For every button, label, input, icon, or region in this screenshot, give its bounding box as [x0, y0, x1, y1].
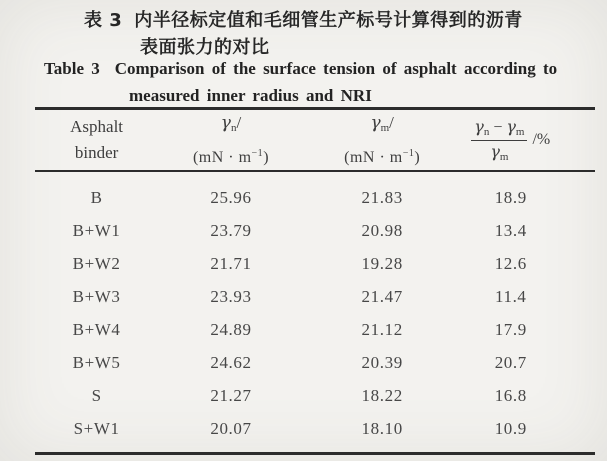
unit-exponent: −1: [402, 147, 415, 159]
diff-percent-cell: 10.9: [494, 418, 527, 438]
col-header-gamma-m: [304, 113, 461, 167]
table-row: [35, 313, 595, 346]
col-header-relative-difference: [461, 113, 595, 167]
gamma-n-cell: 23.79: [210, 220, 252, 240]
diff-percent-cell: 11.4: [495, 286, 527, 306]
percent-suffix: /%: [532, 131, 551, 148]
col-header-gamma-n: [158, 113, 304, 167]
gamma-n-cell: 25.96: [210, 187, 252, 207]
table-row: [35, 181, 595, 214]
slash: /: [236, 112, 242, 132]
slash: /: [389, 112, 394, 132]
gamma-m-cell: 18.10: [361, 418, 403, 438]
unit-close: ): [263, 148, 270, 166]
gamma-symbol: γ: [370, 112, 381, 133]
gamma-n-cell: 24.89: [210, 319, 252, 339]
binder-cell: B: [90, 187, 103, 207]
binder-cell: B+W3: [72, 286, 121, 306]
table-row: [35, 379, 595, 412]
binder-cell: B+W5: [72, 352, 121, 372]
gamma-symbol: γ: [474, 117, 484, 136]
subscript-n: n: [483, 126, 490, 138]
table-caption-zh-line2: 表面张力的对比: [140, 37, 270, 58]
gamma-n-cell: 20.07: [210, 418, 252, 438]
subscript-m: m: [499, 151, 509, 163]
gamma-n-symbol-line: [158, 110, 304, 141]
table-number-en: Table 3: [44, 59, 100, 78]
table-caption-zh-text: 内半径标定值和毛细管生产标号计算得到的沥青: [134, 10, 523, 31]
diff-percent-cell: 20.7: [494, 352, 527, 372]
ratio-fraction: [471, 117, 527, 163]
table-row: [35, 247, 595, 280]
table-row: [35, 280, 595, 313]
unit-open: (mN · m: [344, 148, 403, 166]
subscript-m: m: [515, 126, 525, 138]
table-bottom-rule: [35, 452, 595, 455]
table-body: [35, 181, 595, 445]
table-row: [35, 214, 595, 247]
binder-cell: S: [91, 385, 102, 405]
minus-sign: −: [493, 119, 503, 136]
diff-percent-cell: 16.8: [494, 385, 527, 405]
gamma-m-unit-line: [304, 141, 461, 171]
gamma-m-cell: 20.39: [361, 352, 403, 372]
binder-cell: B+W1: [72, 220, 121, 240]
unit-close: ): [414, 148, 421, 166]
diff-percent-cell: 13.4: [494, 220, 527, 240]
subscript-n: n: [230, 121, 237, 134]
binder-cell: B+W2: [72, 253, 121, 273]
header-asphalt: Asphalt: [70, 117, 124, 136]
subscript-m: m: [380, 121, 390, 134]
table-caption-en-line1: [44, 59, 557, 79]
gamma-m-cell: 19.28: [361, 253, 403, 273]
ratio-numerator: [471, 117, 527, 141]
gamma-m-cell: 21.83: [361, 187, 403, 207]
gamma-symbol: γ: [506, 117, 516, 136]
unit-open: (mN · m: [192, 148, 252, 166]
gamma-m-cell: 18.22: [361, 385, 403, 405]
ratio-denominator: [490, 141, 508, 163]
table-caption-en-text: Comparison of the surface tension of asphalt according to: [114, 59, 558, 78]
unit-exponent: −1: [251, 147, 264, 159]
table-header-row: [35, 113, 595, 167]
gamma-symbol: γ: [220, 112, 231, 133]
gamma-n-cell: 23.93: [210, 286, 252, 306]
gamma-symbol: γ: [490, 142, 500, 161]
gamma-m-cell: 21.47: [361, 286, 403, 306]
table-number-zh: 表 3: [84, 10, 123, 31]
gamma-n-cell: 24.62: [210, 352, 252, 372]
binder-cell: S+W1: [73, 418, 120, 438]
col-header-asphalt-binder: [35, 113, 158, 167]
diff-percent-cell: 18.9: [494, 187, 527, 207]
table-row: [35, 346, 595, 379]
gamma-n-cell: 21.71: [210, 253, 252, 273]
table-caption-en-line2: measured inner radius and NRI: [129, 86, 372, 105]
header-binder: binder: [74, 143, 119, 162]
table-row: [35, 412, 595, 445]
gamma-n-unit-line: [158, 141, 304, 171]
diff-percent-cell: 17.9: [494, 319, 527, 339]
table-caption-zh-line1: [84, 6, 523, 32]
diff-percent-cell: 12.6: [494, 253, 527, 273]
gamma-m-cell: 20.98: [361, 220, 403, 240]
gamma-m-cell: 21.12: [361, 319, 403, 339]
gamma-n-cell: 21.27: [210, 385, 252, 405]
gamma-m-symbol-line: [304, 110, 461, 141]
binder-cell: B+W4: [72, 319, 121, 339]
